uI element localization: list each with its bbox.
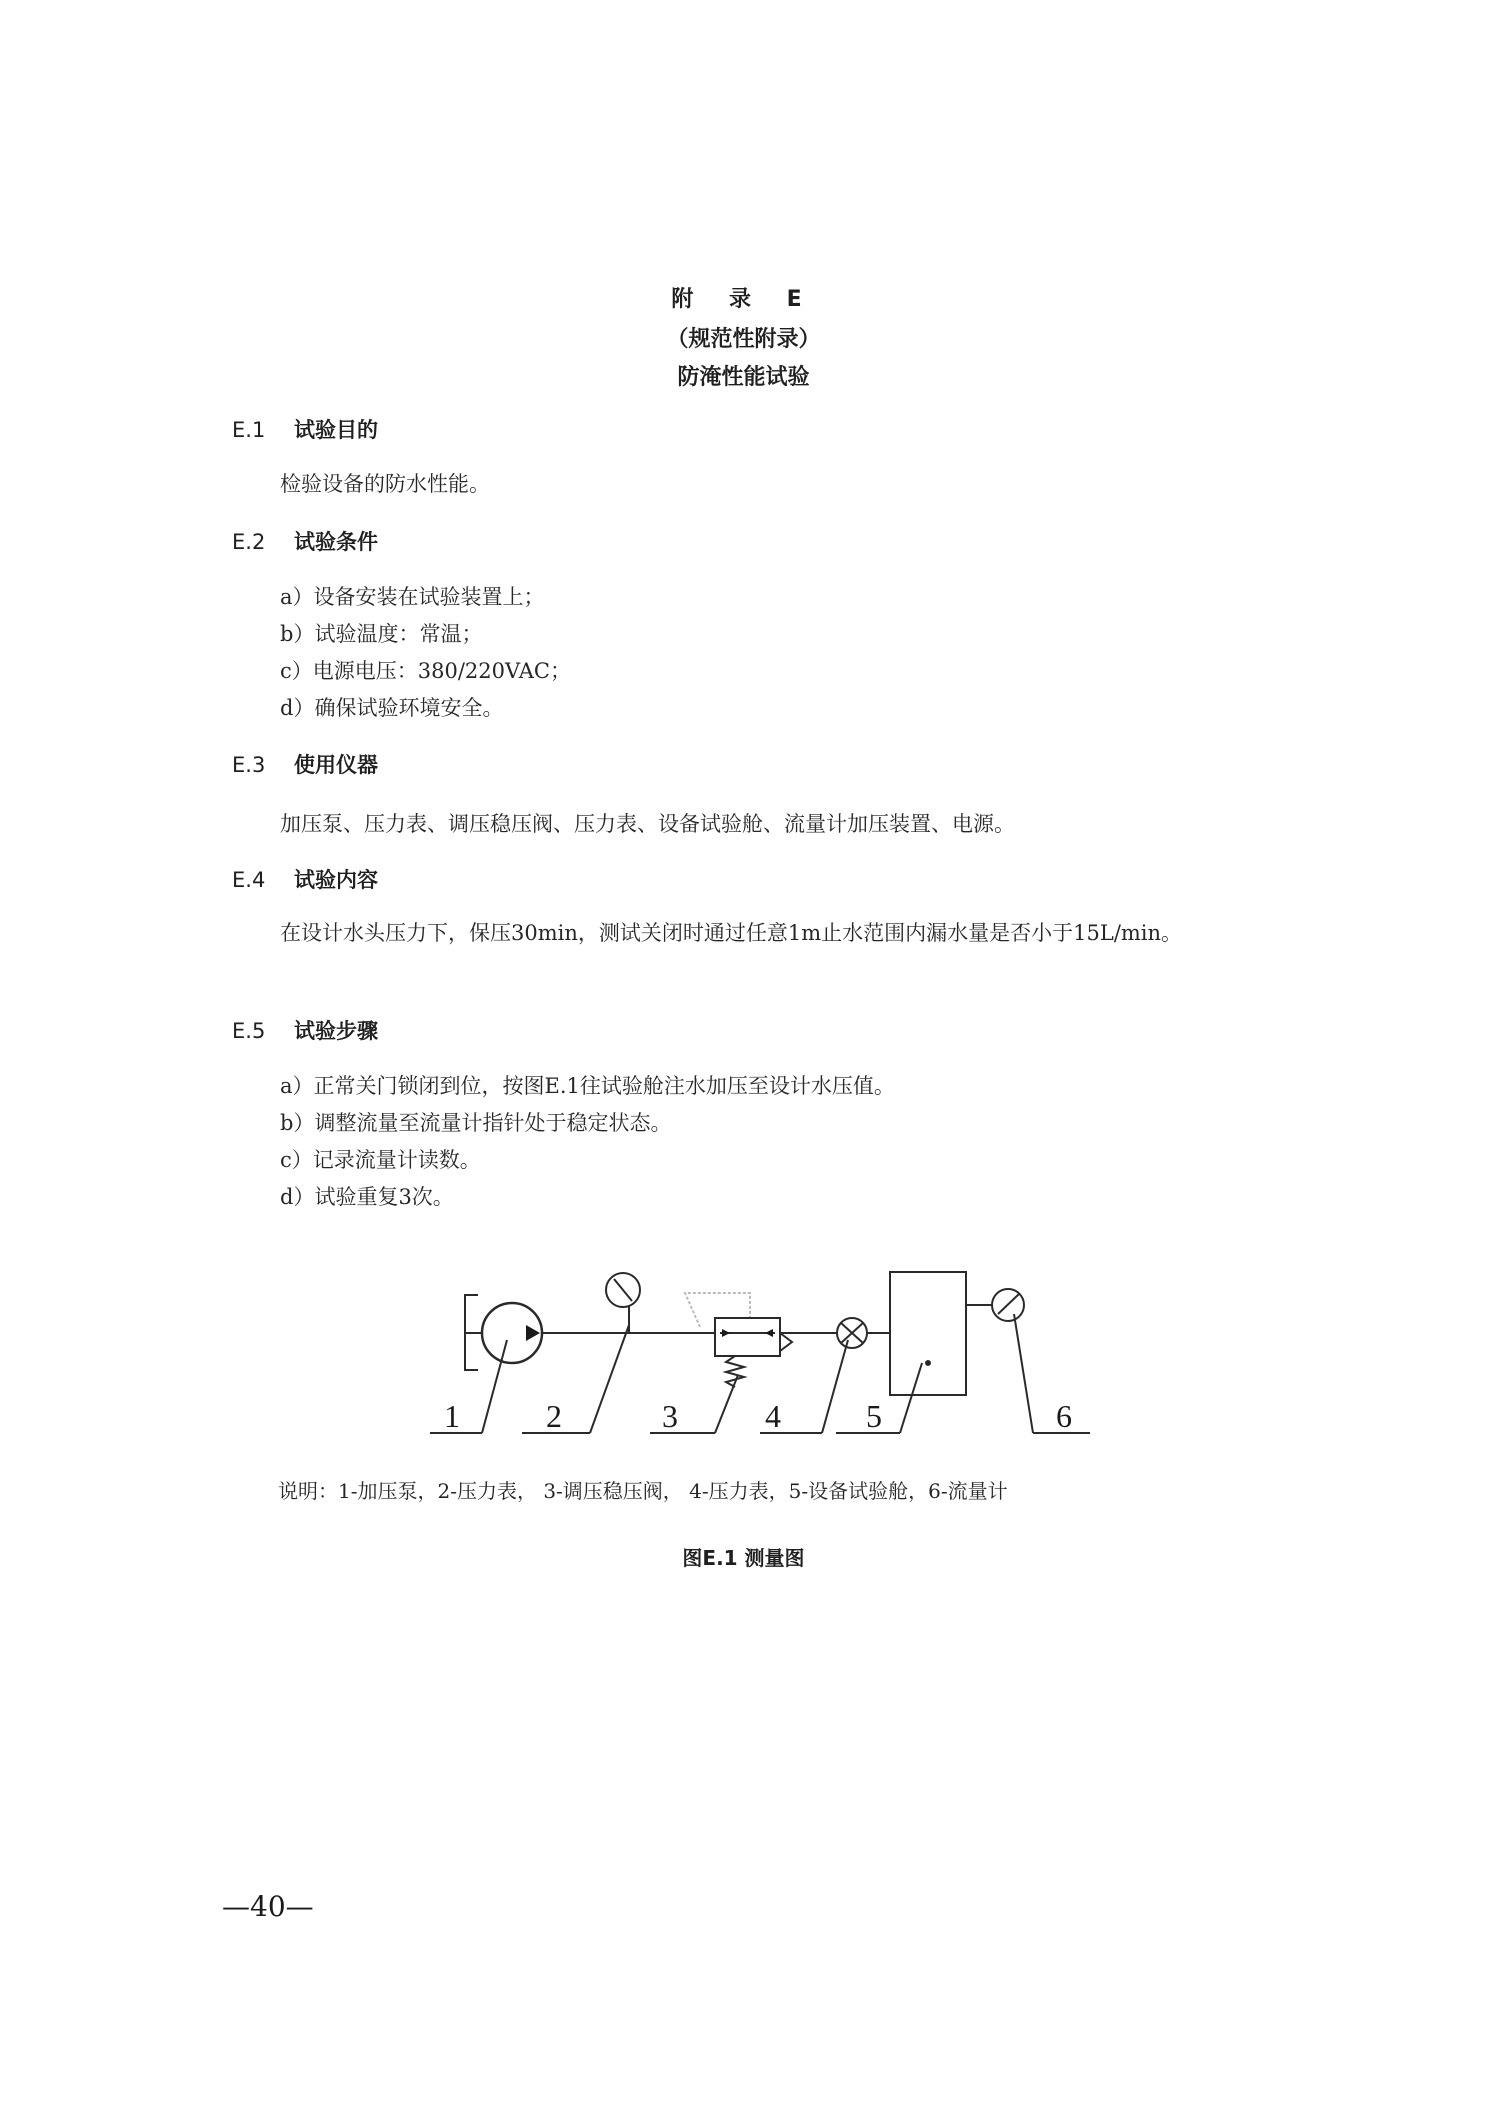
regulator-valve-symbol xyxy=(685,1293,792,1387)
section-number: E.3 xyxy=(232,753,266,777)
test-chamber-symbol xyxy=(890,1272,966,1395)
leader-line xyxy=(822,1340,848,1433)
section-body: 在设计水头压力下，保压30min，测试关闭时通过任意1m止水范围内漏水量是否小于15L/min。 xyxy=(280,921,1183,945)
leader-line xyxy=(1014,1314,1033,1433)
section-heading-e1 xyxy=(232,414,378,444)
section-title: 试验目的 xyxy=(294,418,378,442)
list-item: a）设备安装在试验装置上； xyxy=(280,585,545,609)
section-title: 试验内容 xyxy=(294,868,378,892)
label-4: 4 xyxy=(765,1398,781,1434)
leader-line xyxy=(482,1340,507,1433)
list-item: a）正常关门锁闭到位，按图E.1往试验舱注水加压至设计水压值。 xyxy=(280,1074,895,1098)
section-body: 检验设备的防水性能。 xyxy=(280,472,490,496)
section-number: E.2 xyxy=(232,530,266,554)
section-body: 加压泵、压力表、调压稳压阀、压力表、设备试验舱、流量计加压装置、电源。 xyxy=(280,812,1015,836)
section-heading-e5 xyxy=(232,1015,378,1045)
measurement-diagram xyxy=(430,1215,1110,1465)
page-number: —40— xyxy=(222,1890,314,1923)
flow-meter-symbol xyxy=(837,1318,867,1348)
section-number: E.1 xyxy=(232,418,266,442)
figure-title: 图E.1 测量图 xyxy=(682,1546,805,1570)
section-title: 试验步骤 xyxy=(294,1019,378,1043)
leader-line xyxy=(590,1325,629,1433)
label-1: 1 xyxy=(444,1398,460,1434)
label-5: 5 xyxy=(866,1398,882,1434)
appendix-title: 防淹性能试验 xyxy=(677,365,810,390)
label-6: 6 xyxy=(1056,1398,1072,1434)
list-item: d）试验重复3次。 xyxy=(280,1185,454,1209)
pressure-gauge-symbol xyxy=(606,1273,640,1333)
section-title: 试验条件 xyxy=(294,530,378,554)
label-2: 2 xyxy=(546,1398,562,1434)
test-chamber-point xyxy=(926,1361,930,1365)
section-heading-e3 xyxy=(232,749,378,779)
section-number: E.5 xyxy=(232,1019,266,1043)
list-item: b）试验温度：常温； xyxy=(280,622,483,646)
appendix-label: 附 录 E xyxy=(671,287,816,312)
appendix-nature: （规范性附录） xyxy=(666,327,821,352)
label-3: 3 xyxy=(662,1398,678,1434)
leader-line xyxy=(900,1363,922,1433)
list-item: d）确保试验环境安全。 xyxy=(280,696,504,720)
section-heading-e4 xyxy=(232,864,378,894)
section-number: E.4 xyxy=(232,868,266,892)
section-heading-e2 xyxy=(232,526,378,556)
list-item: b）调整流量至流量计指针处于稳定状态。 xyxy=(280,1111,672,1135)
section-title: 使用仪器 xyxy=(294,753,378,777)
figure-caption: 说明：1-加压泵，2-压力表， 3-调压稳压阀， 4-压力表，5-设备试验舱，6-流量计 xyxy=(278,1479,1008,1503)
list-item: c）记录流量计读数。 xyxy=(280,1148,481,1172)
gauge-six-symbol xyxy=(992,1289,1024,1321)
list-item: c）电源电压：380/220VAC； xyxy=(280,659,571,683)
leader-line xyxy=(715,1375,738,1433)
pump-symbol xyxy=(482,1303,542,1363)
